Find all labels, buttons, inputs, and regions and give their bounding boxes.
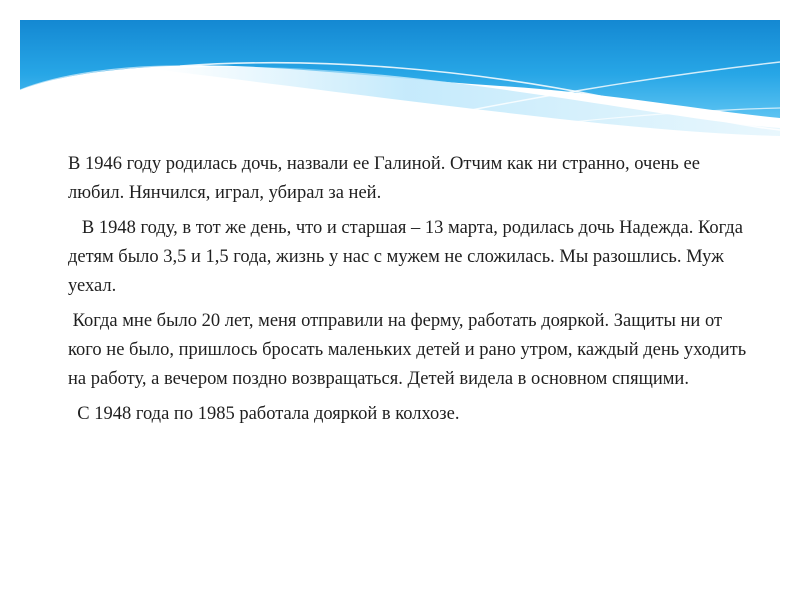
paragraph-2: В 1948 году, в тот же день, что и старшая – 13 марта, родилась дочь Надежда. Когда детям было 3,5 и 1,5 года, жизнь у нас с мужем не сложилась. Мы разошлись. Муж уехал. xyxy=(68,218,748,296)
paragraph-4: С 1948 года по 1985 работала дояркой в колхозе. xyxy=(68,404,460,424)
header-wave-decoration xyxy=(0,0,800,150)
paragraph-3: Когда мне было 20 лет, меня отправили на ферму, работать дояркой. Защиты ни от кого не было, пришлось бросать маленьких детей и рано утром, каждый день уходить на работу, а вечером поздно возвращаться. Детей видела в основном спящими. xyxy=(68,311,751,389)
slide-text xyxy=(68,150,751,435)
paragraph-1: В 1946 году родилась дочь, назвали ее Галиной. Отчим как ни странно, очень ее любил. Нянчился, играл, убирал за ней. xyxy=(68,154,705,203)
